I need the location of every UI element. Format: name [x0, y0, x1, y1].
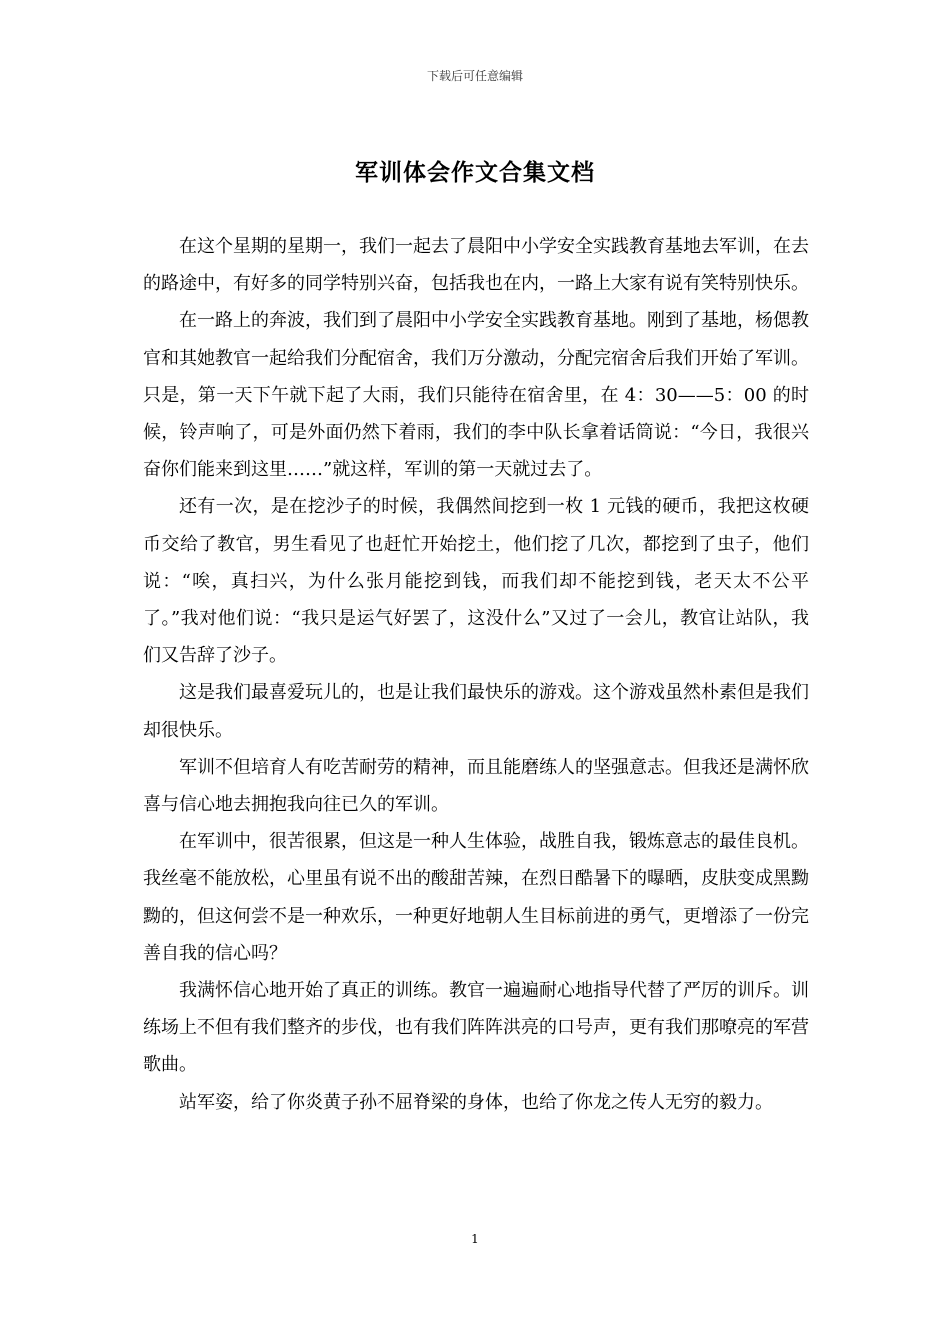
paragraph-6: 在军训中，很苦很累，但这是一种人生体验，战胜自我，锻炼意志的最佳良机。我丝毫不能放松，心里虽有说不出的酸甜苦辣，在烈日酷暑下的曝晒，皮肤变成黑黝黝的，但这何尝不是一种欢乐，一种更好地朝人生目标前进的勇气，更增添了一份完善自我的信心吗？ [143, 831, 809, 964]
document-title: 军训体会作文合集文档 [355, 159, 595, 186]
paragraph-2: 在一路上的奔波，我们到了晨阳中小学安全实践教育基地。刚到了基地，杨偲教官和其她教官一起给我们分配宿舍，我们万分激动，分配完宿舍后我们开始了军训。只是，第一天下午就下起了大雨，我们只能待在宿舍里，在 4：30——5：00 的时候，铃声响了，可是外面仍然下着雨，我们的李中队长拿着话筒说：“今日，我很兴奋你们能来到这里……”就这样，军训的第一天就过去了。 [143, 310, 809, 481]
paragraph-8: 站军姿，给了你炎黄子孙不屈脊梁的身体，也给了你龙之传人无穷的毅力。 [179, 1091, 773, 1113]
document-body [143, 228, 809, 1121]
paragraph-1: 在这个星期的星期一，我们一起去了晨阳中小学安全实践教育基地去军训，在去的路途中，有好多的同学特别兴奋，包括我也在内，一路上大家有说有笑特别快乐。 [143, 236, 809, 295]
paragraph-7: 我满怀信心地开始了真正的训练。教官一遍遍耐心地指导代替了严厉的训斥。训练场上不但有我们整齐的步伐，也有我们阵阵洪亮的口号声，更有我们那嘹亮的军营歌曲。 [143, 980, 809, 1076]
page-number: 1 [471, 1232, 479, 1246]
paragraph-5: 军训不但培育人有吃苦耐劳的精神，而且能磨练人的坚强意志。但我还是满怀欣喜与信心地去拥抱我向往已久的军训。 [143, 756, 809, 816]
header-note: 下载后可任意编辑 [426, 69, 523, 83]
paragraph-4: 这是我们最喜爱玩儿的，也是让我们最快乐的游戏。这个游戏虽然朴素但是我们却很快乐。 [143, 682, 809, 741]
paragraph-3: 还有一次，是在挖沙子的时候，我偶然间挖到一枚 1 元钱的硬币，我把这枚硬币交给了教官，男生看见了也赶忙开始挖土，他们挖了几次，都挖到了虫子，他们说：“唉，真扫兴，为什么张月能挖到钱，而我们却不能挖到钱，老天太不公平了。”我对他们说：“我只是运气好罢了，这没什么”又过了一会儿，教官让站队，我们又告辞了沙子。 [143, 496, 809, 667]
